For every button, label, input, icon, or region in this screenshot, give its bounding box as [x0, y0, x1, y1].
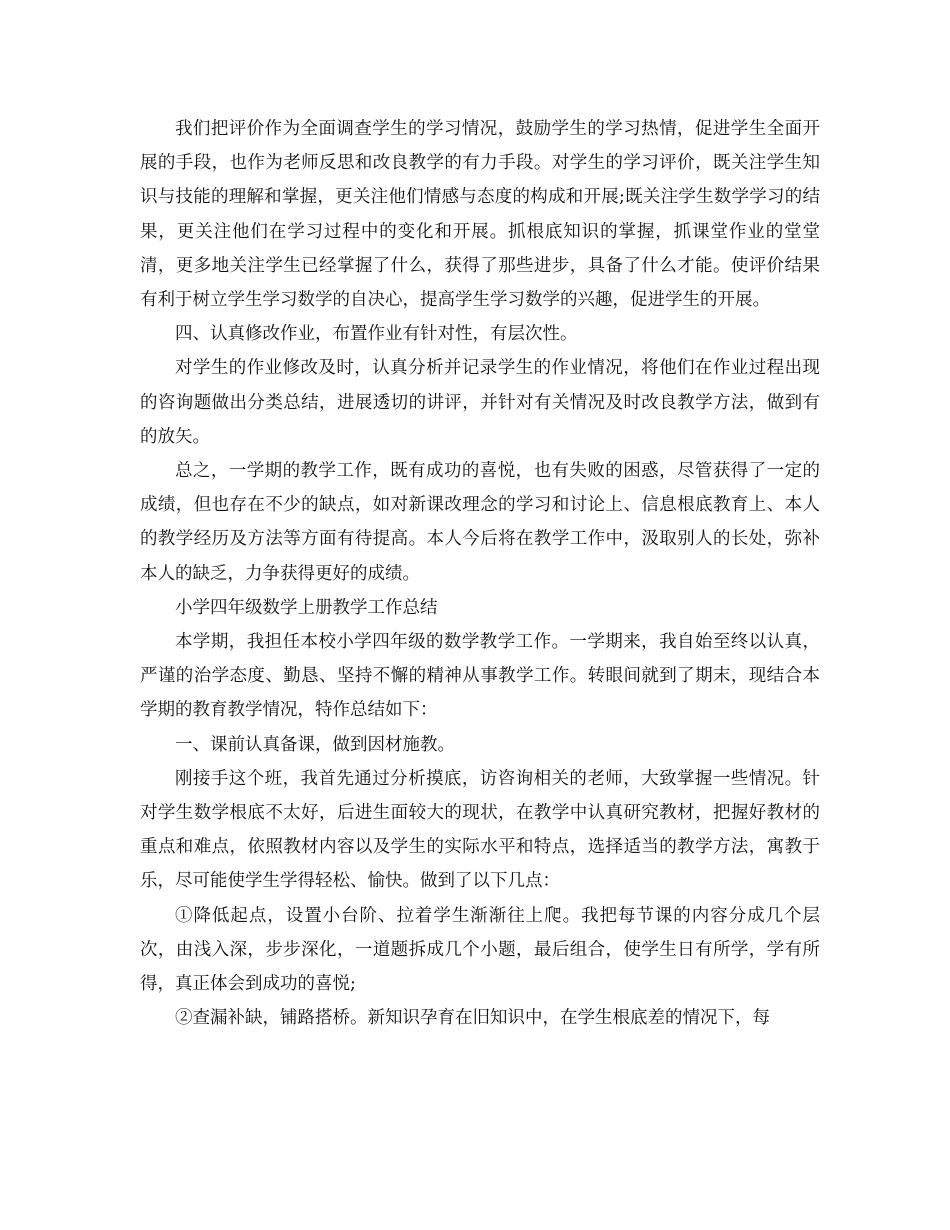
section-heading-homework: 四、认真修改作业，布置作业有针对性，有层次性。: [175, 324, 578, 345]
document-body: [140, 112, 820, 1035]
paragraph-lesson-prep: 刚接手这个班，我首先通过分析摸底，访咨询相关的老师，大致掌握一些情况。针对学生数学根底不太好，后进生面较大的现状，在教学中认真研究教材，把握好教材的重点和难点，依照教材内容以及学生的实际水平和特点，选择适当的教学方法，寓教于乐，尽可能使学生学得轻松、愉快。做到了以下几点：: [140, 768, 820, 892]
list-item-fill-gaps: ②查漏补缺，铺路搭桥。新知识孕育在旧知识中，在学生根底差的情况下，每: [175, 1008, 770, 1029]
list-item-lower-start: ①降低起点，设置小台阶、拉着学生渐渐往上爬。我把每节课的内容分成几个层次，由浅入深，步步深化，一道题拆成几个小题，最后组合，使学生日有所学，学有所得，真正体会到成功的喜悦;: [140, 905, 820, 995]
document-subtitle: 小学四年级数学上册教学工作总结: [175, 597, 438, 618]
paragraph-conclusion: 总之，一学期的教学工作，既有成功的喜悦，也有失败的困惑，尽管获得了一定的成绩，但也存在不少的缺点，如对新课改理念的学习和讨论上、信息根底教育上、本人的教学经历及方法等方面有待提高。本人今后将在教学工作中，汲取别人的长处，弥补本人的缺乏，力争获得更好的成绩。: [140, 461, 820, 584]
section-heading-lesson-prep: 一、课前认真备课，做到因材施教。: [175, 734, 455, 755]
paragraph-intro: 本学期，我担任本校小学四年级的数学教学工作。一学期来，我自始至终以认真，严谨的治学态度、勤恳、坚持不懈的精神从事教学工作。转眼间就到了期末，现结合本学期的教育教学情况，特作总结如下：: [140, 632, 820, 721]
paragraph-evaluation: 我们把评价作为全面调查学生的学习情况，鼓励学生的学习热情，促进学生全面开展的手段，也作为老师反思和改良教学的有力手段。对学生的学习评价，既关注学生知识与技能的理解和掌握，更关注他们情感与态度的构成和开展;既关注学生数学学习的结果，更关注他们在学习过程中的变化和开展。抓根底知识的掌握，抓课堂作业的堂堂清，更多地关注学生已经掌握了什么，获得了那些进步，具备了什么才能。使评价结果有利于树立学生学习数学的自决心，提高学生学习数学的兴趣，促进学生的开展。: [140, 119, 820, 311]
paragraph-homework: 对学生的作业修改及时，认真分析并记录学生的作业情况，将他们在作业过程出现的咨询题做出分类总结，进展透切的讲评，并针对有关情况及时改良教学方法，做到有的放矢。: [140, 358, 820, 447]
